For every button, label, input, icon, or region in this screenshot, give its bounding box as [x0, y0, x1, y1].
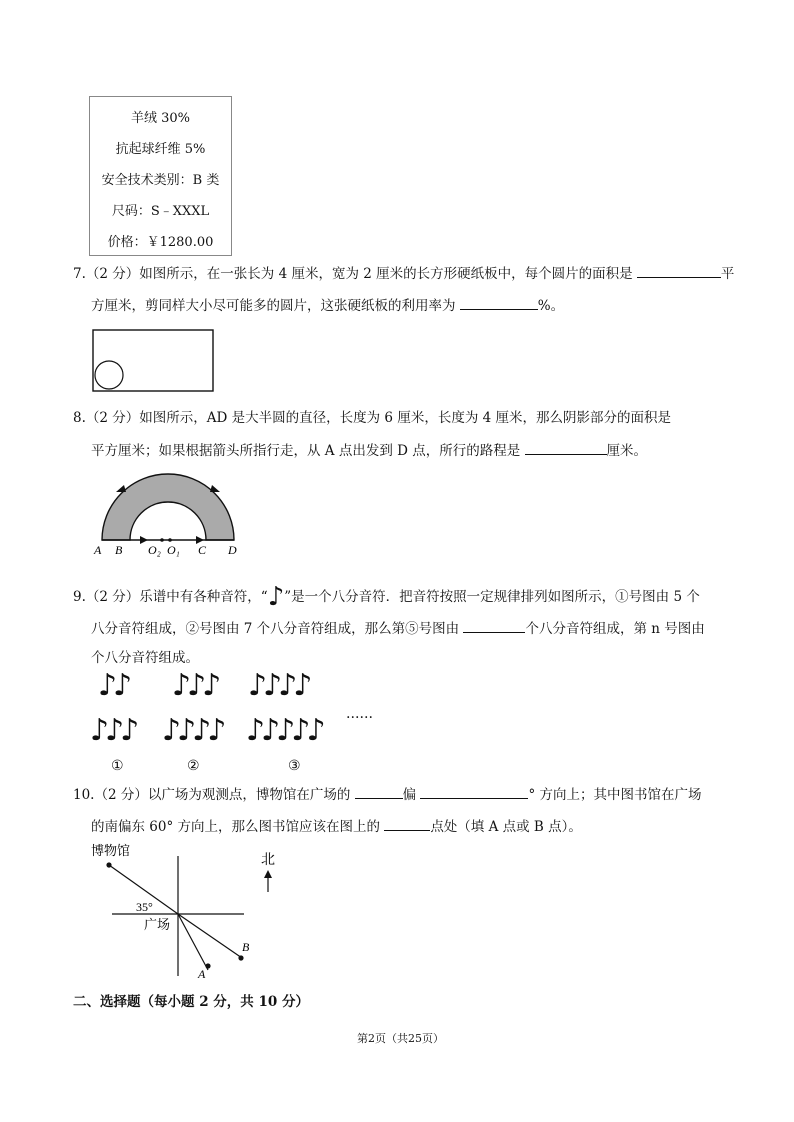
question-10-line-2	[91, 816, 582, 837]
question-text: 平	[720, 266, 735, 282]
point-label: A	[94, 543, 102, 557]
question-text: 方厘米，剪同样大小尽可能多的圆片，这张硬纸板的利用率为	[91, 298, 456, 314]
museum-label: 博物馆	[91, 844, 131, 859]
label-line: 尺码：S﹣XXXL	[111, 204, 210, 219]
question-text: 乐谱中有各种音符，“	[139, 589, 268, 605]
question-7-line-2	[91, 295, 564, 316]
answer-blank[interactable]	[355, 784, 403, 799]
point-label: O₁	[167, 543, 180, 557]
circle-piece	[95, 361, 123, 389]
question-text: 个八分音符组成。	[91, 650, 199, 666]
point-a	[205, 963, 210, 968]
arrow-right-icon	[210, 485, 220, 492]
ray-to-a	[178, 914, 208, 970]
label-line: 羊绒 30%	[130, 111, 191, 126]
north-arrow-icon	[264, 870, 272, 878]
question-number: 7.	[73, 266, 86, 282]
arrow-left-icon	[116, 485, 126, 492]
question-8-line-1	[73, 408, 671, 428]
question-number: 8.	[73, 410, 86, 426]
note-figure-3-top: ♪♪♪♪	[248, 668, 309, 703]
point-label: B	[115, 543, 123, 557]
question-text: 如图所示，AD 是大半圆的直径，长度为 6 厘米，长度为 4 厘米，那么阴影部分的面积是	[139, 410, 671, 426]
question-7-line-1	[73, 263, 734, 284]
question-number: 9.	[73, 589, 86, 605]
question-text: %。	[537, 298, 565, 314]
rectangle-cardboard-figure	[90, 328, 220, 394]
note-figure-3-bottom: ♪♪♪♪♪	[246, 713, 322, 748]
question-text: 点处（填 A 点或 B 点）。	[430, 819, 582, 835]
point-label: D	[228, 543, 237, 557]
direction-figure	[91, 840, 298, 981]
shaded-ring	[102, 474, 234, 540]
question-8-line-2	[91, 440, 647, 461]
question-text: 平方厘米；如果根据箭头所指行走，从 A 点出发到 D 点，所行的路程是	[91, 443, 521, 459]
figure-label: ②	[187, 758, 200, 774]
north-label: 北	[261, 852, 275, 868]
arrow-diameter-icon	[140, 536, 148, 544]
question-text: 的南偏东 60° 方向上，那么图书馆应该在图上的	[91, 819, 381, 835]
point-label: C	[198, 543, 207, 557]
center-o1	[168, 538, 172, 542]
note-figure-1-top: ♪♪	[98, 668, 129, 703]
answer-blank[interactable]	[384, 816, 430, 831]
answer-blank[interactable]	[420, 784, 528, 799]
question-9-line-3	[91, 648, 199, 668]
point-label: O₂	[148, 543, 161, 557]
question-score: （2 分）	[85, 266, 140, 282]
question-9-line-2	[91, 618, 705, 639]
angle-label: 35°	[136, 900, 153, 914]
section-heading: 二、选择题（每小题 2 分，共 10 分）	[73, 994, 309, 1010]
question-text: 如图所示，在一张长为 4 厘米，宽为 2 厘米的长方形硬纸板中，每个圆片的面积是	[139, 266, 633, 282]
page-footer: 第2页（共25页）	[357, 1032, 444, 1045]
note-figure-2-bottom: ♪♪♪♪	[162, 713, 223, 748]
question-score: （2 分）	[85, 589, 140, 605]
question-text: 个八分音符组成，第 n 号图由	[525, 621, 705, 637]
label-line: 抗起球纤维 5%	[115, 142, 206, 157]
label-line: 价格：￥1280.00	[107, 235, 214, 250]
question-number: 10.	[73, 787, 95, 803]
label-line: 安全技术类别：B 类	[101, 173, 220, 188]
figure-label: ③	[288, 758, 301, 774]
note-figure-2-top: ♪♪♪	[172, 668, 218, 703]
answer-blank[interactable]	[460, 295, 538, 310]
figure-label: ①	[111, 758, 124, 774]
center-o2	[160, 538, 164, 542]
clothing-label-card	[89, 96, 232, 256]
semicircle-figure	[88, 470, 248, 562]
point-b	[238, 955, 243, 960]
question-text: 八分音符组成，②号图由 7 个八分音符组成，那么第⑤号图由	[91, 621, 460, 637]
ellipsis: ……	[346, 706, 373, 722]
point-b-label: B	[242, 940, 250, 954]
ray-to-b	[178, 914, 242, 958]
point-a-label: A	[198, 967, 206, 981]
question-text: ”是一个八分音符．把音符按照一定规律排列如图所示，①号图由 5 个	[284, 589, 700, 605]
question-score: （2 分）	[94, 787, 148, 803]
eighth-note-icon: ♪	[267, 582, 285, 612]
question-text: 厘米。	[606, 443, 648, 459]
answer-blank[interactable]	[525, 440, 607, 455]
museum-point	[106, 862, 111, 867]
answer-blank[interactable]	[637, 263, 721, 278]
question-10-line-1	[73, 784, 702, 805]
cardboard-rectangle	[93, 330, 213, 391]
answer-blank[interactable]	[463, 618, 525, 633]
question-text: 以广场为观测点，博物馆在广场的	[147, 787, 351, 803]
note-figure-1-bottom: ♪♪♪	[90, 713, 136, 748]
question-text: 偏	[402, 787, 417, 803]
question-text: ° 方向上；其中图书馆在广场	[528, 787, 702, 803]
question-score: （2 分）	[85, 410, 140, 426]
question-9-line-1	[73, 582, 700, 612]
square-label: 广场	[144, 918, 171, 933]
